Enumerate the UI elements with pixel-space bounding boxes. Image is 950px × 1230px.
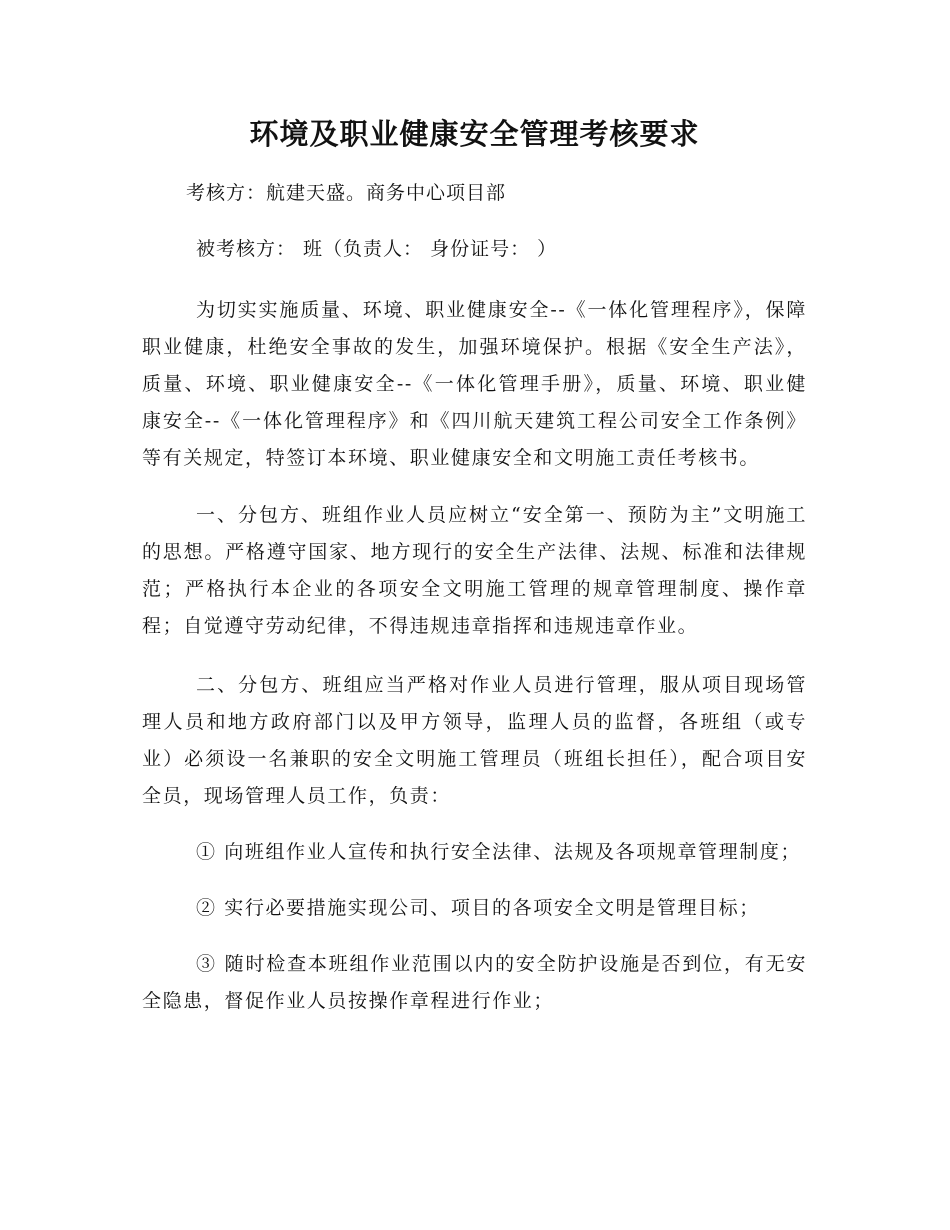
duty-item-1: ① 向班组作业人宣传和执行安全法律、法规及各项规章管理制度； (196, 841, 802, 863)
intro-paragraph: 为切实实施质量、环境、职业健康安全--《一体化管理程序》，保障职业健康，杜绝安全事故的发生，加强环境保护。根据《安全生产法》，质量、环境、职业健康安全--《一体化管理手册》，质量、环境、职业健康安全--《一体化管理程序》和《四川航天建筑工程公司安全工作条例》等有关规定，特签订本环境、职业健康安全和文明施工责任考核书。 (142, 299, 807, 469)
duty-item-2: ② 实行必要措施实现公司、项目的各项安全文明是管理目标； (196, 897, 760, 919)
examinee-line: 被考核方： 班（负责人： 身份证号： ） (196, 238, 558, 260)
clause-two-paragraph: 二、分包方、班组应当严格对作业人员进行管理，服从项目现场管理人员和地方政府部门以及甲方领导，监理人员的监督，各班组（或专业）必须设一名兼职的安全文明施工管理员（班组长担任），配合项目安全员，现场管理人员工作，负责： (142, 674, 807, 807)
examiner-line: 考核方：航建天盛。商务中心项目部 (186, 182, 507, 204)
clause-one-paragraph: 一、分包方、班组作业人员应树立“安全第一、预防为主”文明施工的思想。严格遵守国家、地方现行的安全生产法律、法规、标准和法律规范；严格执行本企业的各项安全文明施工管理的规章管理制度、操作章程；自觉遵守劳动纪律，不得违规违章指挥和违规违章作业。 (142, 504, 807, 637)
duty-item-3: ③ 随时检查本班组作业范围以内的安全防护设施是否到位，有无安全隐患，督促作业人员按操作章程进行作业； (142, 953, 807, 1012)
document-title: 环境及职业健康安全管理考核要求 (249, 117, 700, 151)
document-page (142, 100, 807, 1020)
